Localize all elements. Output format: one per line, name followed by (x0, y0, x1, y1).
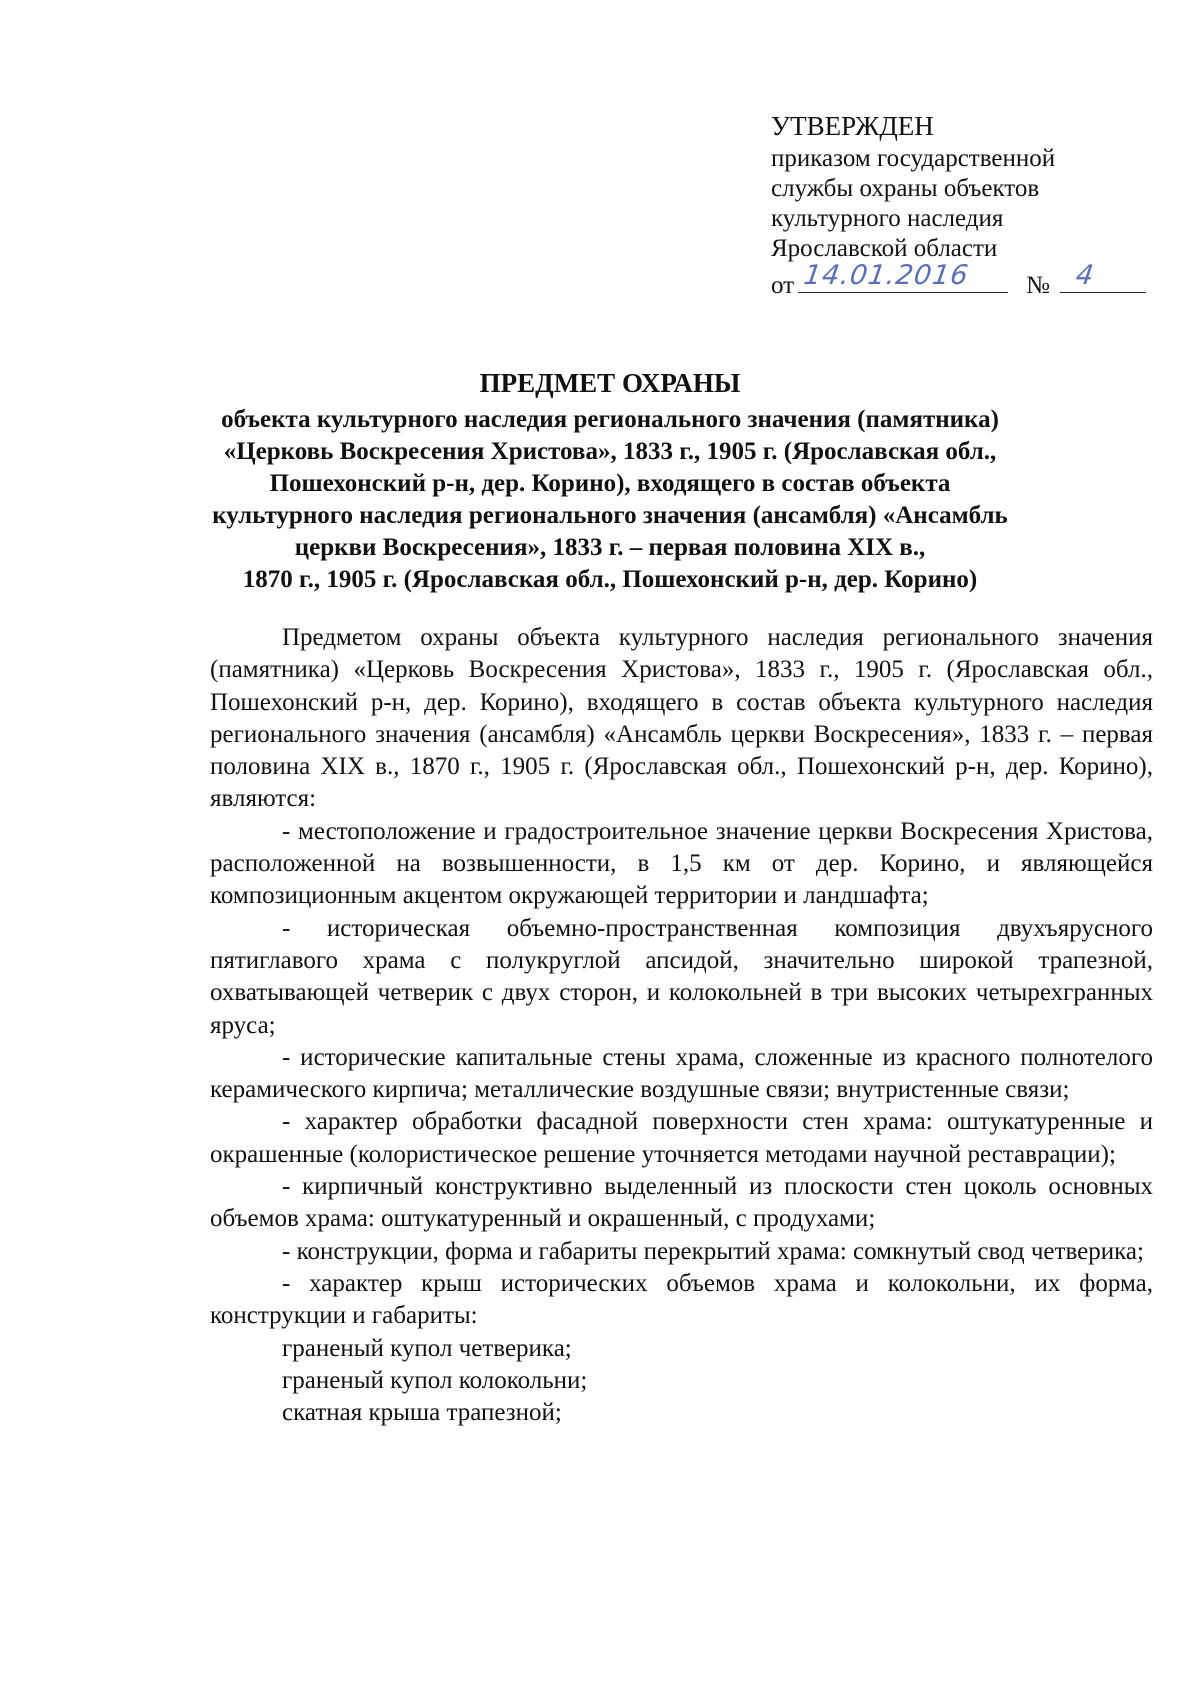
intro-paragraph: Предметом охраны объекта культурного наследия регионального значения (памятника) «Церковь Воскресения Христова», 1833 г., 1905 г. (Ярославская обл., Пошехонский р-н, дер. Корино), входящего в состав объекта культурного наследия регионального значения (ансамбля) «Ансамбль церкви Воскресения», 1833 г. – первая половина XIX в., 1870 г., 1905 г. (Ярославская обл., Пошехонский р-н, дер. Корино), являются: (210, 624, 1153, 813)
approval-line: Ярославской области (771, 235, 998, 262)
title-line: культурного наследия регионального значения (ансамбля) «Ансамбль (212, 502, 1008, 529)
order-date-row (771, 260, 1161, 301)
document-title (210, 365, 1010, 596)
approval-status: УТВЕРЖДЕН (771, 111, 934, 141)
approval-stamp-block (771, 110, 1161, 301)
title-line: Пошехонский р-н, дер. Корино), входящего в состав объекта (269, 470, 951, 497)
approval-line: приказом государственной (771, 145, 1056, 172)
handwritten-date: 14.01.2016 (802, 260, 971, 291)
list-item: - исторические капитальные стены храма, сложенные из красного полнотелого керамического кирпича; металлические воздушные связи; внутристенные связи; (210, 1043, 1153, 1104)
date-prefix: от (771, 272, 795, 299)
title-line: «Церковь Воскресения Христова», 1833 г., 1905 г. (Ярославская обл., (223, 438, 997, 465)
list-item: - характер обработки фасадной поверхности стен храма: оштукатуренные и окрашенные (колористическое решение уточняется методами научной реставрации); (210, 1108, 1153, 1168)
approval-line: службы охраны объектов (771, 175, 1040, 202)
sub-item: скатная крыша трапезной; (282, 1399, 562, 1427)
number-field (1060, 260, 1146, 293)
document-body (210, 622, 1153, 1429)
title-line: 1870 г., 1905 г. (Ярославская обл., Пошехонский р-н, дер. Корино) (242, 566, 978, 593)
title-line: объекта культурного наследия регионального значения (памятника) (221, 406, 999, 433)
sub-item: граненый купол четверика; (282, 1334, 572, 1362)
list-item: - конструкции, форма и габариты перекрытий храма: сомкнутый свод четверика; (282, 1237, 1144, 1265)
sub-item: граненый купол колокольни; (282, 1366, 588, 1394)
list-item: - кирпичный конструктивно выделенный из плоскости стен цоколь основных объемов храма: оштукатуренный и окрашенный, с продухами; (210, 1173, 1153, 1233)
handwritten-number: 4 (1073, 260, 1097, 291)
list-item: - местоположение и градостроительное значение церкви Воскресения Христова, расположенной на возвышенности, в 1,5 км от дер. Корино, и являющейся композиционным акцентом окружающей территории и ландшафта; (210, 817, 1153, 910)
title-main: ПРЕДМЕТ ОХРАНЫ (479, 368, 741, 398)
approval-line: культурного наследия (771, 205, 1004, 232)
number-sign: № (1026, 272, 1050, 299)
list-item: - историческая объемно-пространственная композиция двухъярусного пятиглавого храма с полукруглой апсидой, значительно широкой трапезной, охватывающей четверик с двух сторон, и колокольней в три высоких четырехгранных яруса; (210, 914, 1153, 1039)
title-line: церкви Воскресения», 1833 г. – первая половина XIX в., (294, 534, 926, 561)
date-field (798, 260, 1008, 293)
list-item: - характер крыш исторических объемов храма и колокольни, их форма, конструкции и габариты: (210, 1269, 1153, 1330)
